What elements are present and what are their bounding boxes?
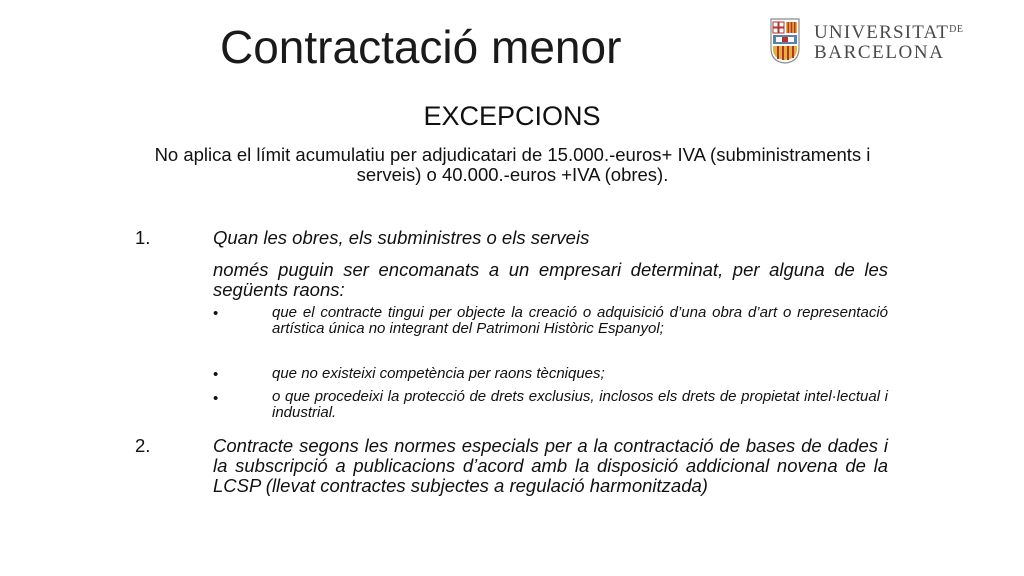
section-heading: EXCEPCIONS — [423, 101, 601, 131]
item-heading: Quan les obres, els subministres o els serveis — [213, 227, 590, 248]
university-crest-icon — [770, 18, 800, 64]
bullet-item: o que procedeixi la protecció de drets exclusius, inclosos els drets de propietat intel·lectual i industrial. — [272, 388, 888, 421]
logo-wordmark — [814, 20, 964, 63]
intro-paragraph: No aplica el límit acumulatiu per adjudicatari de 15.000.-euros+ IVA (subministraments i serveis) o 40.000.-euros +IVA (obres). — [154, 144, 871, 185]
logo-university: UNIVERSITAT — [814, 21, 950, 43]
item-text: Contracte segons les normes especials per a la contractació de bases de dades i la subscripció a publicacions d’acord amb la disposició addicional novena de la LCSP (llevat contractes subjectes a regulació harmonitzada) — [213, 435, 888, 496]
logo-de: DE — [949, 23, 964, 35]
bullet-icon: • — [213, 390, 219, 407]
university-logo — [770, 16, 964, 66]
item-number: 1. — [135, 227, 151, 248]
item-number: 2. — [135, 435, 151, 456]
bullet-item: que el contracte tingui per objecte la creació o adquisició d’una obra d’art o representació artística única no integrant del Patrimoni Històric Espanyol; — [272, 304, 888, 337]
bullet-icon: • — [213, 305, 219, 322]
item-text: només puguin ser encomanats a un empresari determinat, per alguna de les següents raons: — [213, 259, 888, 300]
page-title: Contractació menor — [220, 21, 622, 73]
logo-barcelona: BARCELONA — [814, 41, 945, 63]
bullet-item: que no existeixi competència per raons tècniques; — [272, 365, 605, 382]
bullet-icon: • — [213, 366, 219, 383]
